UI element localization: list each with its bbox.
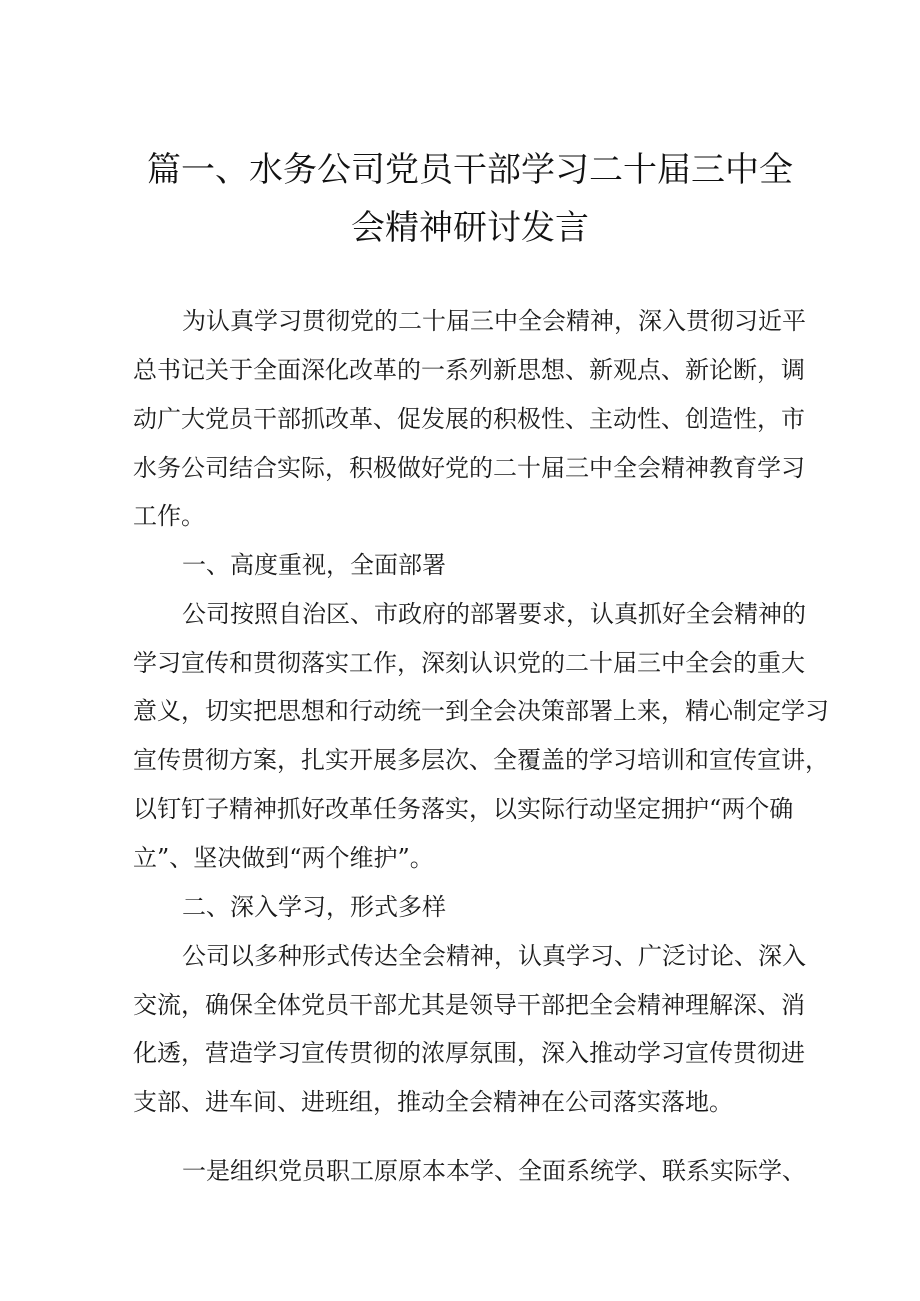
section-heading-text: 一、高度重视，全面部署: [182, 551, 446, 579]
paragraph-text: 总书记关于全面深化改革的一系列新思想、新观点、新论断，调: [133, 356, 805, 384]
section-heading-text: 二、深入学习，形式多样: [182, 893, 446, 921]
paragraph-text: 动广大党员干部抓改革、促发展的积极性、主动性、创造性，市: [133, 405, 805, 433]
paragraph-text: 立”、坚决做到“两个维护”。: [133, 844, 434, 872]
paragraph-line: [0, 980, 920, 1030]
paragraph-line: [0, 1028, 920, 1078]
section-heading: [0, 882, 920, 932]
paragraph-text: 公司以多种形式传达全会精神，认真学习、广泛讨论、深入: [182, 942, 806, 970]
document-title-line-2: 会精神研讨发言: [351, 208, 589, 248]
paragraph-line: [0, 686, 920, 736]
paragraph-line: [0, 589, 920, 639]
paragraph-text: 支部、进车间、进班组，推动全会精神在公司落实落地。: [133, 1088, 733, 1116]
paragraph-line: [0, 394, 920, 444]
paragraph-line: [0, 833, 920, 883]
paragraph-text: 化透，营造学习宣传贯彻的浓厚氛围，深入推动学习宣传贯彻进: [133, 1039, 805, 1067]
paragraph-line: [0, 1146, 920, 1196]
paragraph-text: 宣传贯彻方案，扎实开展多层次、全覆盖的学习培训和宣传宣讲，: [133, 746, 829, 774]
paragraph-text: 工作。: [133, 502, 205, 530]
paragraph-line: [0, 443, 920, 493]
paragraph-text: 为认真学习贯彻党的二十届三中全会精神，深入贯彻习近平: [182, 307, 806, 335]
paragraph-text: 水务公司结合实际，积极做好党的二十届三中全会精神教育学习: [133, 454, 805, 482]
document-title-line-1: 篇一、水务公司党员干部学习二十届三中全: [147, 150, 793, 190]
paragraph-line: [0, 491, 920, 541]
paragraph-text: 交流，确保全体党员干部尤其是领导干部把全会精神理解深、消: [133, 991, 805, 1019]
paragraph-line: [0, 735, 920, 785]
paragraph-line: [0, 931, 920, 981]
paragraph-line: [0, 1077, 920, 1127]
paragraph-line: [0, 784, 920, 834]
paragraph-text: 学习宣传和贯彻落实工作，深刻认识党的二十届三中全会的重大: [133, 649, 805, 677]
paragraph-text: 公司按照自治区、市政府的部署要求，认真抓好全会精神的: [182, 600, 806, 628]
paragraph-text: 一是组织党员职工原原本本学、全面系统学、联系实际学、: [182, 1157, 806, 1185]
paragraph-line: [0, 345, 920, 395]
paragraph-text: 以钉钉子精神抓好改革任务落实，以实际行动坚定拥护“两个确: [133, 795, 794, 823]
paragraph-line: [0, 296, 920, 346]
section-heading: [0, 540, 920, 590]
paragraph-line: [0, 638, 920, 688]
paragraph-text: 意义，切实把思想和行动统一到全会决策部署上来，精心制定学习: [133, 697, 829, 725]
